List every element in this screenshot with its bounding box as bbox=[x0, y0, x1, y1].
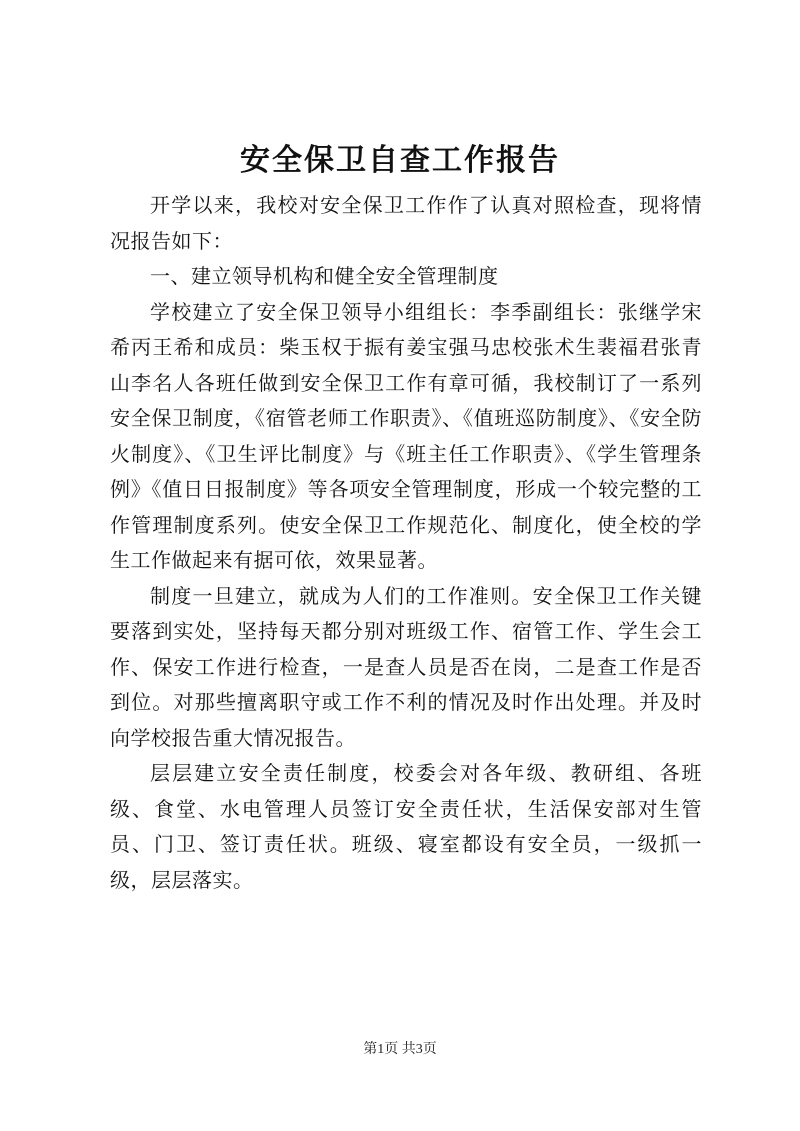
paragraph-responsibility: 层层建立安全责任制度，校委会对各年级、教研组、各班级、食堂、水电管理人员签订安全责任状，生活保安部对生管员、门卫、签订责任状。班级、寝室都设有安全员，一级抓一级，层层落实。 bbox=[110, 761, 702, 892]
paragraph-rules: 制度一旦建立，就成为人们的工作准则。安全保卫工作关键要落到实处，坚持每天都分别对班级工作、宿管工作、学生会工作、保安工作进行检查，一是查人员是否在岗，二是查工作是否到位。对那些擅离职守或工作不利的情况及时作出处理。并及时向学校报告重大情况报告。 bbox=[110, 583, 702, 750]
paragraph-leadership: 学校建立了安全保卫领导小组组长：李季副组长：张继学宋希丙王希和成员：柴玉权于振有姜宝强马忠校张术生裴福君张青山李名人各班任做到安全保卫工作有章可循，我校制订了一系列安全保卫制度，《宿管老师工作职责》、《值班巡防制度》、《安全防火制度》、《卫生评比制度》与《班主任工作职责》、《学生管理条例》《值日日报制度》等各项安全管理制度，形成一个较完整的工作管理制度系列。使安全保卫工作规范化、制度化，使全校的学生工作做起来有据可依，效果显著。 bbox=[110, 299, 702, 572]
paragraph-intro: 开学以来，我校对安全保卫工作作了认真对照检查，现将情况报告如下： bbox=[110, 193, 702, 253]
document-body bbox=[110, 188, 702, 898]
document-title: 安全保卫自查工作报告 bbox=[240, 143, 560, 178]
page-footer: 第1页 共3页 bbox=[363, 1042, 437, 1057]
section-heading: 一、建立领导机构和健全安全管理制度 bbox=[150, 264, 499, 288]
